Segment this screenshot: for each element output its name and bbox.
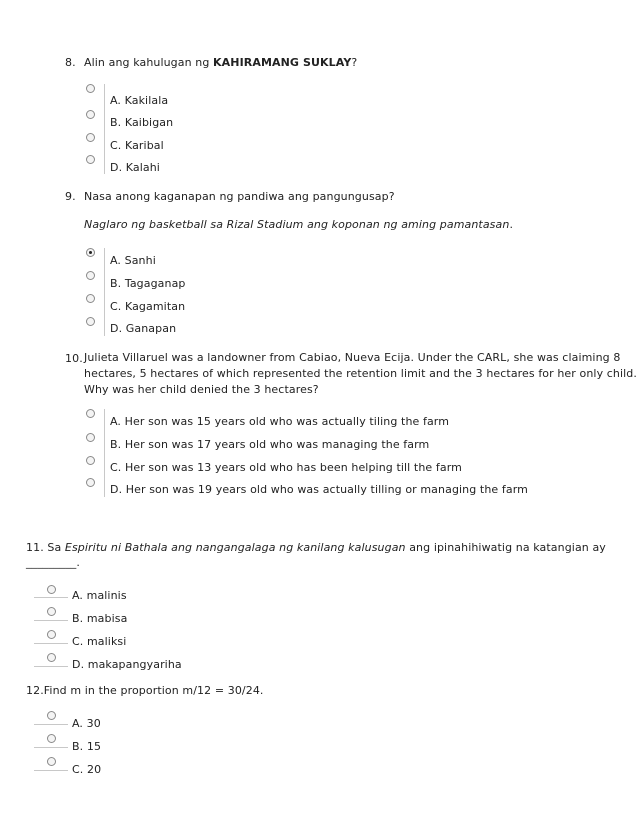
- q8-option-b[interactable]: B. Kaibigan: [110, 116, 174, 129]
- q8-option-c[interactable]: C. Karibal: [110, 139, 164, 152]
- q12-option-c[interactable]: C. 20: [72, 763, 102, 776]
- q11-radio-b[interactable]: [47, 607, 56, 616]
- q12-underline-b: [34, 747, 68, 748]
- q12-radio-b[interactable]: [47, 734, 56, 743]
- q11-underline-a: [34, 597, 68, 598]
- q11-question: [26, 541, 606, 554]
- q10-radio-d[interactable]: [86, 478, 95, 487]
- q10-line-3: Why was her child denied the 3 hectares?: [84, 383, 319, 396]
- q11-radio-c[interactable]: [47, 630, 56, 639]
- q10-number: 10.: [65, 352, 83, 365]
- q11-suffix: ang ipinahihiwatig na katangian ay: [405, 541, 606, 554]
- q10-radio-b[interactable]: [86, 433, 95, 442]
- q12-radio-a[interactable]: [47, 711, 56, 720]
- q11-option-d[interactable]: D. makapangyariha: [72, 658, 182, 671]
- q9-radio-d[interactable]: [86, 317, 95, 326]
- q12-radio-c[interactable]: [47, 757, 56, 766]
- q10-options-divider: [104, 409, 105, 497]
- q12-option-b[interactable]: B. 15: [72, 740, 102, 753]
- q11-radio-a[interactable]: [47, 585, 56, 594]
- q11-blank: _________.: [26, 556, 80, 569]
- q9-radio-c[interactable]: [86, 294, 95, 303]
- q11-option-b[interactable]: B. mabisa: [72, 612, 128, 625]
- q9-radio-a[interactable]: [86, 248, 95, 257]
- q11-option-a[interactable]: A. malinis: [72, 589, 127, 602]
- q10-line-2: hectares, 5 hectares of which represented the retention limit and the 3 hectares for her only child.: [84, 367, 637, 380]
- q9-option-c[interactable]: C. Kagamitan: [110, 300, 186, 313]
- q10-line-1: Julieta Villaruel was a landowner from Cabiao, Nueva Ecija. Under the CARL, she was claiming 8: [84, 351, 621, 364]
- q9-option-d[interactable]: D. Ganapan: [110, 322, 177, 335]
- q9-option-b[interactable]: B. Tagaganap: [110, 277, 186, 290]
- q8-radio-c[interactable]: [86, 133, 95, 142]
- q10-option-b[interactable]: B. Her son was 17 years old who was managing the farm: [110, 438, 430, 451]
- q11-italic: Espiritu ni Bathala ang nangangalaga ng kanilang kalusugan: [64, 541, 406, 554]
- q9-question: Nasa anong kaganapan ng pandiwa ang pangungusap?: [84, 190, 395, 203]
- q8-options-divider: [104, 84, 105, 174]
- q8-text-bold: KAHIRAMANG SUKLAY: [213, 56, 352, 69]
- q8-option-d[interactable]: D. Kalahi: [110, 161, 160, 174]
- q9-options-divider: [104, 248, 105, 336]
- q8-radio-a[interactable]: [86, 84, 95, 93]
- q8-question: [84, 56, 357, 69]
- q10-option-c[interactable]: C. Her son was 13 years old who has been helping till the farm: [110, 461, 462, 474]
- q12-underline-c: [34, 770, 68, 771]
- q9-sentence: [84, 218, 513, 231]
- q12-question: 12.Find m in the proportion m/12 = 30/24.: [26, 684, 264, 697]
- q10-radio-a[interactable]: [86, 409, 95, 418]
- q9-radio-b[interactable]: [86, 271, 95, 280]
- q11-underline-c: [34, 643, 68, 644]
- q10-option-a[interactable]: A. Her son was 15 years old who was actually tiling the farm: [110, 415, 450, 428]
- q11-radio-d[interactable]: [47, 653, 56, 662]
- q9-sentence-italic: Naglaro ng basketball sa Rizal Stadium ang koponan ng aming pamantasan: [84, 218, 510, 231]
- q8-text-after: ?: [351, 56, 358, 69]
- q8-text-before: Alin ang kahulugan ng: [84, 56, 214, 69]
- q10-option-d[interactable]: D. Her son was 19 years old who was actually tilling or managing the farm: [110, 483, 528, 496]
- q11-underline-d: [34, 666, 68, 667]
- q11-prefix: 11. Sa: [26, 541, 65, 554]
- q11-underline-b: [34, 620, 68, 621]
- q8-option-a[interactable]: A. Kakilala: [110, 94, 169, 107]
- q9-sentence-end: .: [509, 218, 514, 231]
- q10-radio-c[interactable]: [86, 456, 95, 465]
- q11-option-c[interactable]: C. maliksi: [72, 635, 127, 648]
- q10-question: [84, 350, 637, 398]
- q8-number: 8.: [65, 56, 76, 69]
- q12-option-a[interactable]: A. 30: [72, 717, 101, 730]
- q9-number: 9.: [65, 190, 76, 203]
- q8-radio-d[interactable]: [86, 155, 95, 164]
- q8-radio-b[interactable]: [86, 110, 95, 119]
- q9-option-a[interactable]: A. Sanhi: [110, 254, 156, 267]
- q12-underline-a: [34, 724, 68, 725]
